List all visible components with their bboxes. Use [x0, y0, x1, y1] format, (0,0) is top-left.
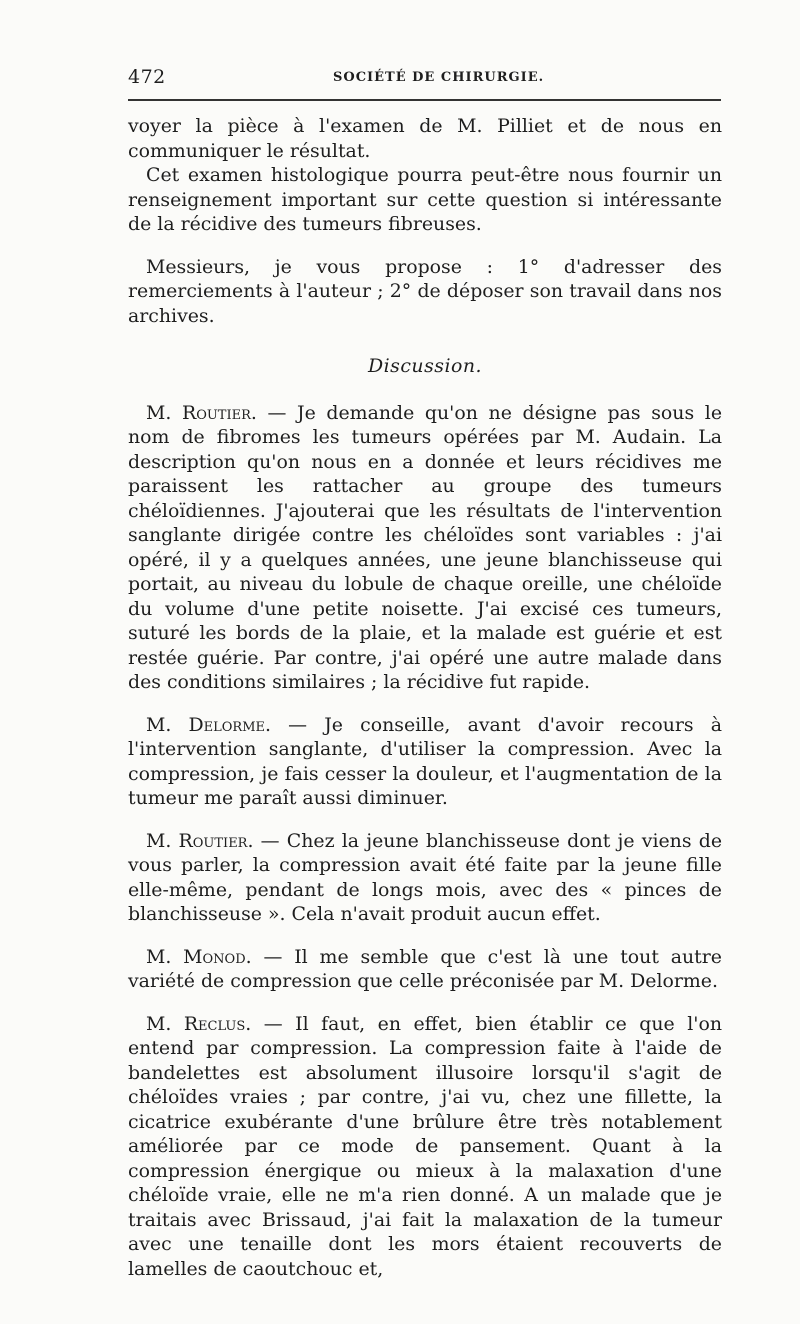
intervention-text: — Il faut, en effet, bien établir ce que l'on entend par compression. La compression faite à l'aide de bandelettes est absolument illusoire lorsqu'il s'agit de chéloïdes vraies ; par contre, j'ai vu, chez une fillette, la cicatrice exubérante d'une brûlure être très notablement améliorée par ce mode de pansement. Quant à la compression énergique ou mieux à la malaxation d'une chéloïde vraie, elle ne m'a rien donné. A un malade que je traitais avec Brissaud, j'ai fait la malaxation de la tumeur avec une tenaille dont les mors étaient recouverts de lamelles de caoutchouc et, [128, 1012, 722, 1280]
speaker-name: M. Reclus. [146, 1012, 252, 1035]
intervention-paragraph [128, 829, 722, 927]
body-text [128, 114, 722, 1281]
speaker-name: M. Monod. [146, 945, 252, 968]
speaker-name: M. Routier. [146, 401, 257, 424]
intervention-paragraph [128, 401, 722, 695]
speaker-name: M. Delorme. [146, 713, 272, 736]
page-number: 472 [128, 66, 166, 88]
running-head [128, 66, 722, 92]
header-rule [128, 99, 721, 101]
intervention-text: — Chez la jeune blanchisseuse dont je viens de vous parler, la compression avait été faite par la jeune fille elle-même, pendant de longs mois, avec des « pinces de blanchisseuse ». Cela n'avait produit aucun effet. [128, 829, 722, 925]
section-title: Discussion. [367, 355, 483, 377]
intervention-paragraph [128, 1012, 722, 1282]
intervention-paragraph [128, 713, 722, 811]
speaker-name: M. Routier. [146, 829, 254, 852]
running-title: SOCIÉTÉ DE CHIRURGIE. [333, 70, 545, 85]
intervention-text: — Il me semble que c'est là une tout autre variété de compression que celle préconisée par M. Delorme. [128, 945, 722, 992]
intervention-text: — Je demande qu'on ne désigne pas sous le nom de fibromes les tumeurs opérées par M. Audain. La description qu'on nous en a donnée et leurs récidives me paraissent les rattacher au groupe des tumeurs chéloïdiennes. J'ajouterai que les résultats de l'intervention sanglante dirigée contre les chéloïdes sont variables : j'ai opéré, il y a quelques années, une jeune blanchisseuse qui portait, au niveau du lobule de chaque oreille, une chéloïde du volume d'une petite noisette. J'ai excisé ces tumeurs, suturé les bords de la plaie, et la malade est guérie et est restée guérie. Par contre, j'ai opéré une autre malade dans des conditions similaires ; la récidive fut rapide. [128, 401, 723, 693]
intervention-paragraph [128, 945, 722, 994]
intervention-text: — Je conseille, avant d'avoir recours à l'intervention sanglante, d'utiliser la compression. Avec la compression, je fais cesser la douleur, et l'augmentation de la tumeur me paraît aussi diminuer. [128, 713, 722, 809]
paragraph: Messieurs, je vous propose : 1° d'adresser des remerciements à l'auteur ; 2° de déposer son travail dans nos archives. [128, 255, 722, 327]
paragraph-continuation: voyer la pièce à l'examen de M. Pilliet et de nous en communiquer le résultat. [128, 115, 722, 162]
paragraph: Cet examen histologique pourra peut-être nous fournir un renseignement important sur cette question si intéressante de la récidive des tumeurs fibreuses. [128, 164, 722, 235]
